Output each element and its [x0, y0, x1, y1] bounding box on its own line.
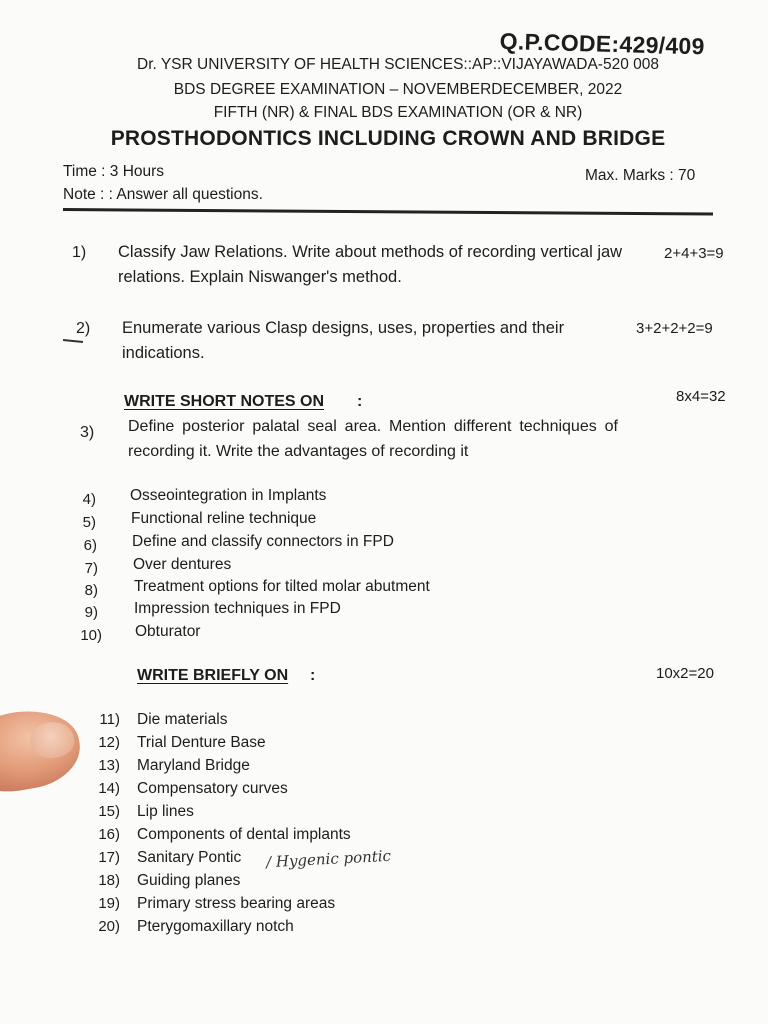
- question-number: 13): [98, 757, 120, 774]
- question-text: Primary stress bearing areas: [137, 895, 336, 912]
- question-number: 3): [80, 424, 95, 441]
- qp-code: Q.P.CODE:429/409: [499, 28, 706, 60]
- header-divider: [63, 208, 713, 216]
- question-number: 8): [84, 582, 98, 599]
- note-instruction: Note : : Answer all questions.: [63, 186, 263, 203]
- question-text: Pterygomaxillary notch: [137, 918, 294, 935]
- question-number: 1): [72, 244, 87, 261]
- brief-heading: WRITE BRIEFLY ON: [137, 667, 289, 684]
- question-text: Over dentures: [133, 556, 232, 573]
- question-text: Die materials: [137, 711, 228, 728]
- max-marks: Max. Marks : 70: [585, 167, 696, 184]
- question-number: 19): [98, 895, 120, 912]
- question-marks: 3+2+2+2=9: [636, 320, 713, 337]
- question-text: Treatment options for tilted molar abutment: [134, 578, 430, 595]
- short-notes-heading-colon: :: [357, 393, 363, 410]
- question-number: 16): [98, 826, 120, 843]
- question-number: 14): [98, 780, 120, 797]
- question-text: Compensatory curves: [137, 780, 288, 797]
- question-number: 18): [98, 872, 120, 889]
- time-allowed: Time : 3 Hours: [63, 163, 165, 180]
- question-number: 7): [84, 560, 98, 577]
- question-text: Functional reline technique: [131, 510, 317, 527]
- question-number: 11): [99, 711, 120, 728]
- question-text: Guiding planes: [137, 872, 241, 889]
- exam-year: FIFTH (NR) & FINAL BDS EXAMINATION (OR & NR): [213, 104, 583, 121]
- question-text: Maryland Bridge: [137, 757, 250, 774]
- question-text: Components of dental implants: [137, 826, 351, 843]
- short-notes-heading: WRITE SHORT NOTES ON: [124, 393, 324, 410]
- question-text: Obturator: [135, 623, 201, 640]
- question-text: Lip lines: [137, 803, 194, 820]
- question-number: 5): [82, 514, 96, 531]
- question-number: 2): [76, 320, 91, 337]
- question-number: 9): [84, 604, 98, 621]
- question-number: 4): [82, 491, 96, 508]
- question-number: 20): [98, 918, 120, 935]
- university-name: Dr. YSR UNIVERSITY OF HEALTH SCIENCES::AP::VIJAYAWADA-520 008: [137, 56, 659, 73]
- question-number: 17): [98, 849, 120, 866]
- question-marks: 2+4+3=9: [664, 245, 724, 262]
- question-text: Define and classify connectors in FPD: [132, 533, 394, 550]
- handwritten-annotation: / Hygenic pontic: [265, 846, 392, 872]
- question-text: Osseointegration in Implants: [130, 487, 327, 504]
- question-text: Enumerate various Clasp designs, uses, properties and their indications.: [122, 319, 565, 362]
- pen-mark: [63, 339, 83, 343]
- question-text: Define posterior palatal seal area. Mention different techniques of recording it. Write the advantages of recording it: [128, 418, 618, 460]
- question-number: 10): [80, 627, 102, 644]
- question-number: 6): [83, 537, 97, 554]
- short-notes-marks: 8x4=32: [676, 388, 726, 405]
- question-text: Classify Jaw Relations. Write about methods of recording vertical jaw relations. Explain Niswanger's method.: [118, 243, 623, 286]
- question-text: Trial Denture Base: [137, 734, 266, 751]
- question-number: 12): [98, 734, 120, 751]
- question-text: Impression techniques in FPD: [134, 600, 341, 617]
- brief-marks: 10x2=20: [656, 665, 714, 682]
- subject-title: PROSTHODONTICS INCLUDING CROWN AND BRIDGE: [110, 127, 666, 150]
- question-text: Sanitary Pontic: [137, 849, 242, 866]
- exam-title: BDS DEGREE EXAMINATION – NOVEMBERDECEMBER, 2022: [173, 81, 623, 98]
- question-number: 15): [98, 803, 120, 820]
- brief-heading-colon: :: [310, 667, 316, 684]
